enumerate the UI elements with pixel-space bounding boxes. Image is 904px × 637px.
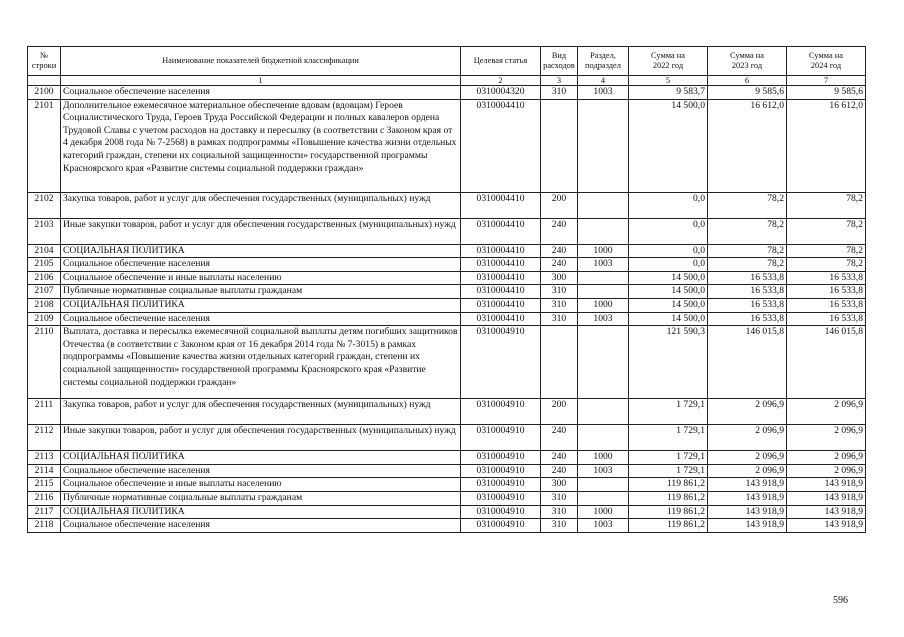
- index-cell: [28, 76, 61, 86]
- row-razdel: [578, 491, 629, 505]
- header-razdel: Раздел, подраздел: [578, 47, 629, 76]
- index-cell: 1: [61, 76, 461, 86]
- row-sum-2022: 119 861,2: [629, 478, 708, 492]
- row-razdel: 1003: [578, 312, 629, 326]
- row-number: 2117: [28, 505, 61, 519]
- table-row: [28, 99, 866, 192]
- row-vid: 240: [541, 218, 578, 244]
- row-razdel: [578, 326, 629, 399]
- row-vid: 240: [541, 425, 578, 451]
- row-sum-2024: 16 612,0: [787, 99, 866, 192]
- row-name: Публичные нормативные социальные выплаты гражданам: [61, 491, 461, 505]
- row-name: СОЦИАЛЬНАЯ ПОЛИТИКА: [61, 244, 461, 258]
- row-sum-2023: 146 015,8: [708, 326, 787, 399]
- row-target: 0310004910: [461, 464, 541, 478]
- row-sum-2024: 2 096,9: [787, 464, 866, 478]
- row-target: 0310004410: [461, 271, 541, 285]
- row-target: 0310004410: [461, 298, 541, 312]
- row-razdel: [578, 99, 629, 192]
- row-target: 0310004410: [461, 312, 541, 326]
- row-sum-2023: 143 918,9: [708, 519, 787, 533]
- header-sum-2023: Сумма на 2023 год: [708, 47, 787, 76]
- row-name: Дополнительное ежемесячное материальное обеспечение вдовам (вдовцам) Героев Социалистического Труда, Героев Труда Российской Федерации и полных кавалеров ордена Трудовой Славы с учетом расходов на доставку и пересылку (в соответствии с Законом края от 4 декабря 2008 года № 7-2568) в рамках подпрограммы «Повышение качества жизни отдельных категорий граждан, степени их социальной защищенности» государственной программы Красноярского края «Развитие системы социальной поддержки граждан»: [61, 99, 461, 192]
- row-sum-2022: 119 861,2: [629, 519, 708, 533]
- row-razdel: 1003: [578, 258, 629, 272]
- row-number: 2115: [28, 478, 61, 492]
- row-sum-2022: 14 500,0: [629, 271, 708, 285]
- row-razdel: [578, 271, 629, 285]
- row-number: 2110: [28, 326, 61, 399]
- row-sum-2022: 119 861,2: [629, 491, 708, 505]
- index-cell: 7: [787, 76, 866, 86]
- row-sum-2023: 16 533,8: [708, 271, 787, 285]
- table-row: [28, 399, 866, 425]
- row-razdel: 1000: [578, 244, 629, 258]
- row-sum-2023: 16 533,8: [708, 312, 787, 326]
- row-name: СОЦИАЛЬНАЯ ПОЛИТИКА: [61, 505, 461, 519]
- table-row: [28, 312, 866, 326]
- row-name: Иные закупки товаров, работ и услуг для обеспечения государственных (муниципальных) нужд: [61, 425, 461, 451]
- row-name: Социальное обеспечение населения: [61, 86, 461, 100]
- table-row: [28, 285, 866, 299]
- row-vid: 240: [541, 258, 578, 272]
- row-target: 0310004910: [461, 399, 541, 425]
- row-sum-2023: 16 533,8: [708, 298, 787, 312]
- row-number: 2102: [28, 192, 61, 218]
- row-sum-2023: 2 096,9: [708, 451, 787, 465]
- row-sum-2023: 78,2: [708, 218, 787, 244]
- row-number: 2105: [28, 258, 61, 272]
- table-row: [28, 298, 866, 312]
- row-razdel: [578, 478, 629, 492]
- row-vid: 240: [541, 244, 578, 258]
- row-razdel: 1000: [578, 298, 629, 312]
- row-number: 2106: [28, 271, 61, 285]
- row-razdel: [578, 192, 629, 218]
- row-number: 2101: [28, 99, 61, 192]
- row-sum-2024: 143 918,9: [787, 491, 866, 505]
- row-number: 2113: [28, 451, 61, 465]
- row-razdel: 1003: [578, 464, 629, 478]
- row-vid: [541, 99, 578, 192]
- row-name: Социальное обеспечение и иные выплаты населению: [61, 478, 461, 492]
- table-row: [28, 86, 866, 100]
- row-sum-2023: 143 918,9: [708, 491, 787, 505]
- row-sum-2022: 1 729,1: [629, 464, 708, 478]
- row-number: 2100: [28, 86, 61, 100]
- row-number: 2108: [28, 298, 61, 312]
- row-sum-2024: 143 918,9: [787, 505, 866, 519]
- row-vid: 200: [541, 399, 578, 425]
- row-name: Публичные нормативные социальные выплаты гражданам: [61, 285, 461, 299]
- row-sum-2023: 16 533,8: [708, 285, 787, 299]
- table-row: [28, 192, 866, 218]
- table-row: [28, 258, 866, 272]
- table-row: [28, 326, 866, 399]
- row-razdel: 1003: [578, 519, 629, 533]
- row-name: СОЦИАЛЬНАЯ ПОЛИТИКА: [61, 298, 461, 312]
- row-name: Выплата, доставка и пересылка ежемесячной социальной выплаты детям погибших защитников Отечества (в соответствии с Законом края от 16 декабря 2014 года № 7-3015) в рамках подпрограммы «Повышение качества жизни отдельных категорий граждан, степени их социальной защищенности» государственной программы Красноярского края «Развитие системы социальной поддержки граждан»: [61, 326, 461, 399]
- table-row: [28, 244, 866, 258]
- table-row: [28, 505, 866, 519]
- row-target: 0310004910: [461, 425, 541, 451]
- row-number: 2111: [28, 399, 61, 425]
- row-sum-2024: 16 533,8: [787, 285, 866, 299]
- row-sum-2024: 9 585,6: [787, 86, 866, 100]
- row-sum-2022: 0,0: [629, 244, 708, 258]
- row-razdel: [578, 285, 629, 299]
- row-name: СОЦИАЛЬНАЯ ПОЛИТИКА: [61, 451, 461, 465]
- table-body: [28, 86, 866, 533]
- row-number: 2116: [28, 491, 61, 505]
- budget-table: [27, 46, 866, 533]
- header-name: Наименование показателей бюджетной классификации: [61, 47, 461, 76]
- row-name: Социальное обеспечение населения: [61, 312, 461, 326]
- row-sum-2022: 14 500,0: [629, 99, 708, 192]
- row-vid: 300: [541, 478, 578, 492]
- row-sum-2022: 9 583,7: [629, 86, 708, 100]
- row-sum-2024: 2 096,9: [787, 399, 866, 425]
- row-target: 0310004910: [461, 491, 541, 505]
- table-row: [28, 491, 866, 505]
- header-sum-2024: Сумма на 2024 год: [787, 47, 866, 76]
- row-sum-2023: 143 918,9: [708, 505, 787, 519]
- row-name: Социальное обеспечение и иные выплаты населению: [61, 271, 461, 285]
- table-row: [28, 451, 866, 465]
- row-name: Социальное обеспечение населения: [61, 258, 461, 272]
- table-row: [28, 464, 866, 478]
- row-sum-2022: 119 861,2: [629, 505, 708, 519]
- row-razdel: [578, 425, 629, 451]
- header-vid: Вид расходов: [541, 47, 578, 76]
- row-number: 2104: [28, 244, 61, 258]
- row-sum-2022: 1 729,1: [629, 451, 708, 465]
- row-razdel: [578, 399, 629, 425]
- table-row: [28, 271, 866, 285]
- row-sum-2023: 2 096,9: [708, 464, 787, 478]
- row-sum-2024: 2 096,9: [787, 451, 866, 465]
- table-row: [28, 519, 866, 533]
- index-cell: 6: [708, 76, 787, 86]
- row-vid: 310: [541, 519, 578, 533]
- row-target: 0310004320: [461, 86, 541, 100]
- row-sum-2024: 146 015,8: [787, 326, 866, 399]
- row-target: 0310004410: [461, 285, 541, 299]
- row-name: Закупка товаров, работ и услуг для обеспечения государственных (муниципальных) нужд: [61, 399, 461, 425]
- row-vid: 310: [541, 505, 578, 519]
- row-sum-2024: 143 918,9: [787, 519, 866, 533]
- row-number: 2107: [28, 285, 61, 299]
- row-target: 0310004910: [461, 505, 541, 519]
- row-number: 2118: [28, 519, 61, 533]
- row-sum-2024: 78,2: [787, 192, 866, 218]
- row-razdel: [578, 218, 629, 244]
- row-vid: [541, 326, 578, 399]
- row-name: Закупка товаров, работ и услуг для обеспечения государственных (муниципальных) нужд: [61, 192, 461, 218]
- row-target: 0310004910: [461, 451, 541, 465]
- row-vid: 310: [541, 491, 578, 505]
- row-vid: 240: [541, 451, 578, 465]
- header-target: Целевая статья: [461, 47, 541, 76]
- row-number: 2103: [28, 218, 61, 244]
- row-target: 0310004410: [461, 99, 541, 192]
- row-sum-2023: 78,2: [708, 192, 787, 218]
- row-sum-2022: 0,0: [629, 258, 708, 272]
- row-name: Социальное обеспечение населения: [61, 464, 461, 478]
- row-sum-2022: 14 500,0: [629, 312, 708, 326]
- row-number: 2109: [28, 312, 61, 326]
- row-sum-2022: 1 729,1: [629, 399, 708, 425]
- row-sum-2024: 78,2: [787, 244, 866, 258]
- row-sum-2023: 143 918,9: [708, 478, 787, 492]
- row-razdel: 1000: [578, 505, 629, 519]
- header-sum-2022: Сумма на 2022 год: [629, 47, 708, 76]
- row-vid: 200: [541, 192, 578, 218]
- row-vid: 300: [541, 271, 578, 285]
- row-sum-2022: 0,0: [629, 218, 708, 244]
- row-target: 0310004410: [461, 192, 541, 218]
- row-vid: 310: [541, 86, 578, 100]
- row-vid: 310: [541, 312, 578, 326]
- row-name: Иные закупки товаров, работ и услуг для обеспечения государственных (муниципальных) нужд: [61, 218, 461, 244]
- row-razdel: 1000: [578, 451, 629, 465]
- index-cell: 4: [578, 76, 629, 86]
- row-number: 2114: [28, 464, 61, 478]
- row-sum-2022: 121 590,3: [629, 326, 708, 399]
- table-row: [28, 425, 866, 451]
- row-razdel: 1003: [578, 86, 629, 100]
- row-vid: 310: [541, 298, 578, 312]
- row-sum-2024: 2 096,9: [787, 425, 866, 451]
- row-sum-2024: 16 533,8: [787, 271, 866, 285]
- row-sum-2022: 14 500,0: [629, 285, 708, 299]
- row-sum-2024: 78,2: [787, 258, 866, 272]
- row-target: 0310004910: [461, 478, 541, 492]
- row-vid: 240: [541, 464, 578, 478]
- page-number: 596: [833, 595, 848, 606]
- row-sum-2024: 78,2: [787, 218, 866, 244]
- row-target: 0310004410: [461, 218, 541, 244]
- row-sum-2023: 2 096,9: [708, 425, 787, 451]
- row-sum-2023: 78,2: [708, 244, 787, 258]
- row-name: Социальное обеспечение населения: [61, 519, 461, 533]
- budget-table-page: [27, 46, 865, 533]
- row-target: 0310004910: [461, 519, 541, 533]
- index-cell: 5: [629, 76, 708, 86]
- row-sum-2022: 0,0: [629, 192, 708, 218]
- table-row: [28, 218, 866, 244]
- row-sum-2024: 16 533,8: [787, 298, 866, 312]
- column-index-row: [28, 76, 866, 86]
- row-sum-2024: 16 533,8: [787, 312, 866, 326]
- row-sum-2023: 9 585,6: [708, 86, 787, 100]
- row-vid: 310: [541, 285, 578, 299]
- index-cell: 3: [541, 76, 578, 86]
- row-sum-2023: 78,2: [708, 258, 787, 272]
- row-sum-2022: 1 729,1: [629, 425, 708, 451]
- row-sum-2022: 14 500,0: [629, 298, 708, 312]
- row-target: 0310004410: [461, 244, 541, 258]
- row-sum-2023: 2 096,9: [708, 399, 787, 425]
- row-target: 0310004910: [461, 326, 541, 399]
- row-sum-2024: 143 918,9: [787, 478, 866, 492]
- row-number: 2112: [28, 425, 61, 451]
- table-header-row: [28, 47, 866, 76]
- index-cell: 2: [461, 76, 541, 86]
- row-sum-2023: 16 612,0: [708, 99, 787, 192]
- row-target: 0310004410: [461, 258, 541, 272]
- table-row: [28, 478, 866, 492]
- header-num: № строки: [28, 47, 61, 76]
